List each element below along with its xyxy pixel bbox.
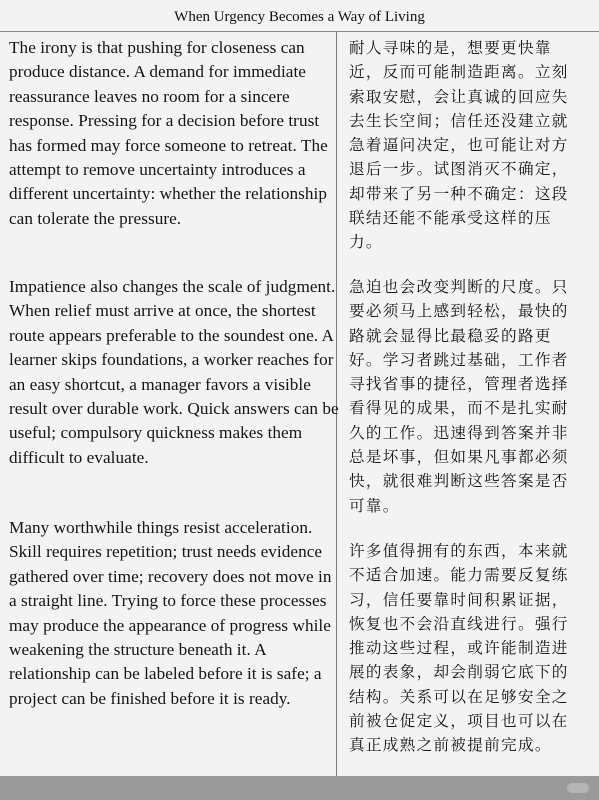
paragraph-en-3: Many worthwhile things resist acceleration. Skill requires repetition; trust needs evidence gathered over time; recovery does not move in a straight line. Trying to force these processes may produce the appearance of progress while weakening the structure beneath it. A relationship can be labeled before it is safe; a project can be finished before it is ready. <box>9 518 332 708</box>
paragraph-en-1: The irony is that pushing for closeness can produce distance. A demand for immediate reassurance leaves no room for a sincere response. Pressing for a decision before trust has formed may force someone to retreat. The attempt to remove uncertainty introduces a different uncertainty: whether the relationship can tolerate the pressure. <box>9 38 328 228</box>
page-title: When Urgency Becomes a Way of Living <box>174 9 425 25</box>
footer-bar <box>0 776 599 800</box>
paragraph-zh-2: 急迫也会改变判断的尺度。只要必须马上感到轻松，最快的路就会显得比最稳妥的路更好。学习者跳过基础，工作者寻找省事的捷径，管理者选择看得见的成果，而不是扎实耐久的工作。迅速得到答案并非总是坏事，但如果凡事都必须快，就很难判断这些答案是否可靠。 <box>349 278 569 515</box>
paragraph-en-2: Impatience also changes the scale of judgment. When relief must arrive at once, the shortest route appears preferable to the soundest one. A learner skips foundations, a worker reaches for an easy shortcut, a manager favors a visible result over durable work. Quick answers can be useful; compulsory quickness makes them difficult to evaluate. <box>9 277 339 467</box>
header-divider <box>0 31 599 32</box>
paragraph-zh-1: 耐人寻味的是，想要更快靠近，反而可能制造距离。立刻索取安慰，会让真诚的回应失去生长空间；信任还没建立就急着逼问决定，也可能让对方退后一步。试图消灭不确定，却带来了另一种不确定：这段联结还能不能承受这样的压力。 <box>349 39 569 252</box>
paragraph-zh-3: 许多值得拥有的东西，本来就不适合加速。能力需要反复练习，信任要靠时间积累证据，恢复也不会沿直线进行。强行推动这些过程，或许能制造进展的表象，却会削弱它底下的结构。关系可以在足够安全之前被仓促定义，项目也可以在真正成熟之前被提前完成。 <box>349 542 569 755</box>
watermark-icon <box>567 783 589 793</box>
